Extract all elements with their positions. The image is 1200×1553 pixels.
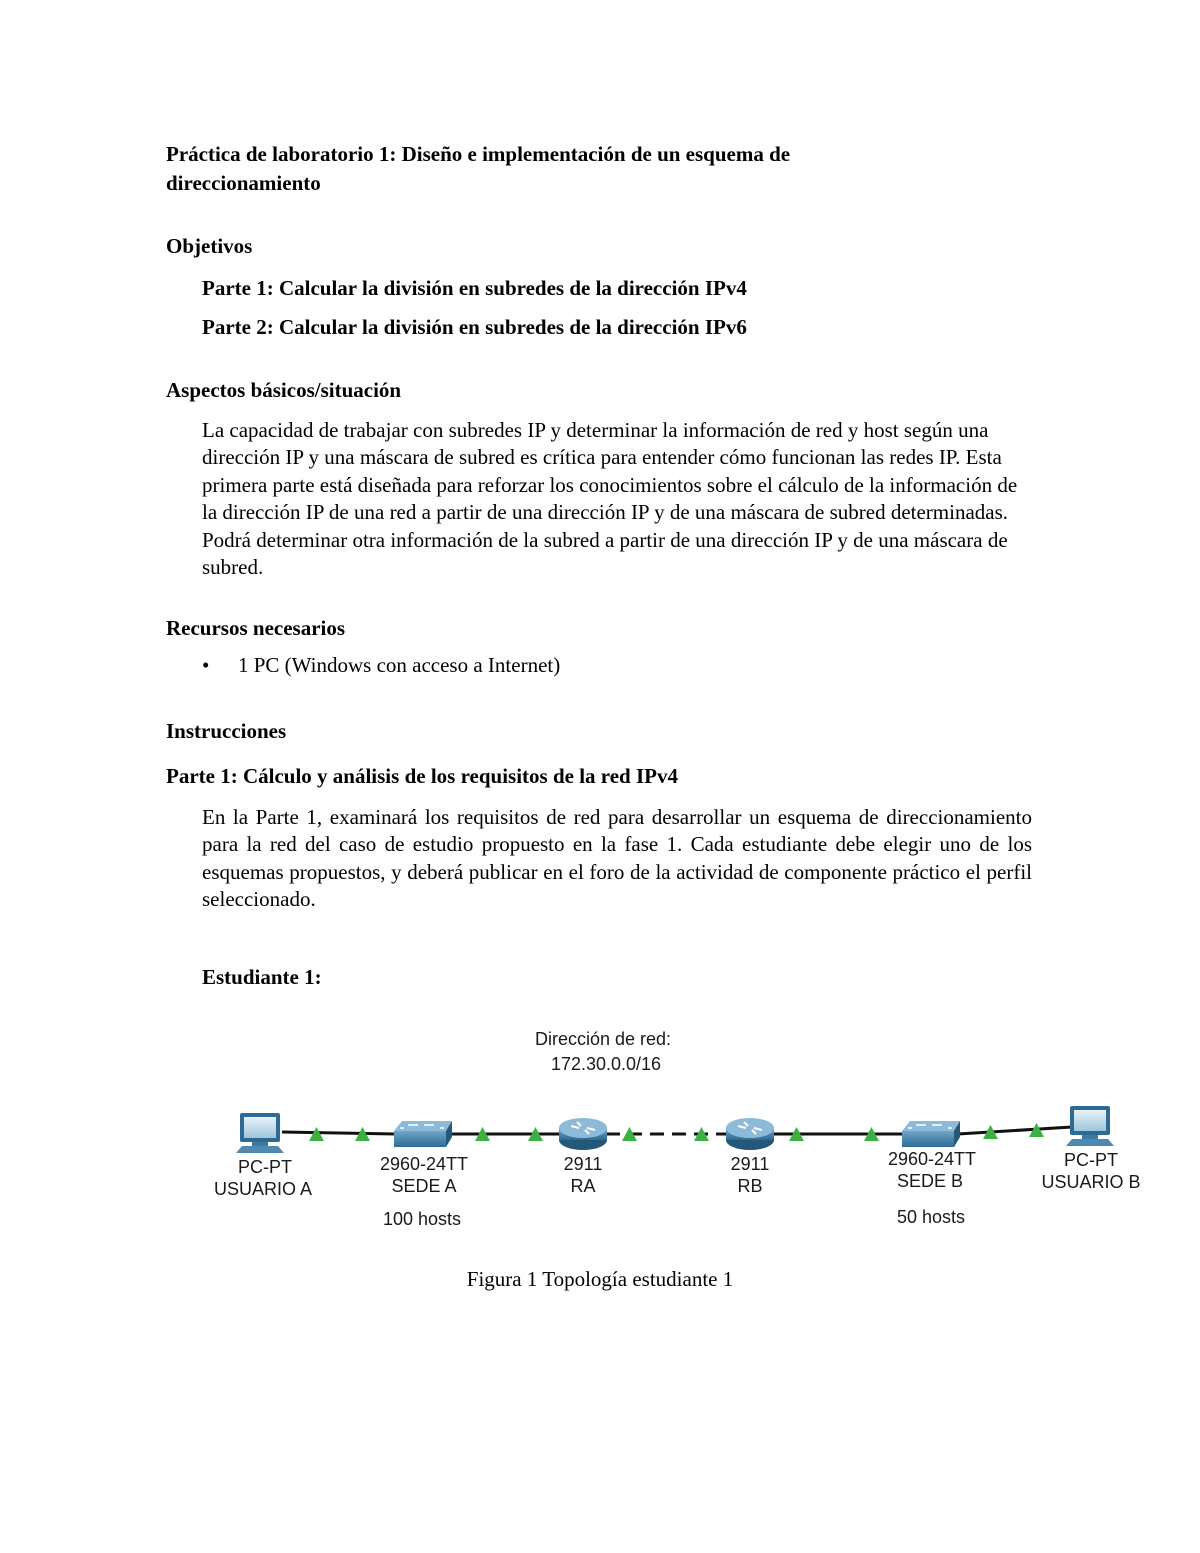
part1-paragraph: En la Parte 1, examinará los requisitos de red para desarrollar un esquema de direccionamiento para la red del caso de estudio propuesto en la fase 1. Cada estudiante debe elegir uno de los esquemas propuestos, y deberá publicar en el foro de la actividad de componente práctico el perfil seleccionado.: [202, 805, 1032, 912]
objective-part-2: Parte 2: Calcular la división en subredes de la dirección IPv6: [202, 315, 747, 339]
switch-icon: [902, 1121, 960, 1147]
device-model-rb: 2911: [730, 1154, 770, 1174]
device-model-pc-b: PC-PT: [1064, 1150, 1118, 1170]
bullet-icon: •: [202, 653, 210, 677]
resources-list-item: [202, 652, 560, 678]
link-pca-switcha: [282, 1132, 396, 1134]
device-name-switch-b: SEDE B: [896, 1171, 964, 1191]
objective-part-1: Parte 1: Calcular la división en subredes de la dirección IPv4: [202, 276, 747, 300]
resource-text: 1 PC (Windows con acceso a Internet): [238, 653, 561, 677]
device-name-rb: RB: [737, 1176, 763, 1196]
document-title: Práctica de laboratorio 1: Diseño e implementación de un esquema de direccionamiento: [166, 142, 791, 195]
figure-caption: Figura 1 Topología estudiante 1: [466, 1267, 734, 1291]
instructions-heading: Instrucciones: [166, 719, 287, 743]
device-model-switch-b: 2960-24TT: [887, 1149, 977, 1169]
device-name-pc-b: USUARIO B: [1041, 1172, 1141, 1192]
router-icon: [726, 1118, 774, 1150]
device-model-ra: 2911: [563, 1154, 603, 1174]
pc-icon: [1066, 1106, 1114, 1146]
device-model-switch-a: 2960-24TT: [379, 1154, 469, 1174]
device-model-pc-a: PC-PT: [238, 1157, 292, 1177]
part1-heading: Parte 1: Cálculo y análisis de los requisitos de la red IPv4: [166, 764, 678, 788]
objectives-heading: Objetivos: [166, 234, 253, 258]
device-name-ra: RA: [570, 1176, 596, 1196]
network-address-value: 172.30.0.0/16: [550, 1054, 662, 1074]
hosts-sede-b: 50 hosts: [896, 1207, 966, 1227]
background-heading: Aspectos básicos/situación: [166, 378, 402, 402]
link-switchb-pcb: [958, 1127, 1072, 1134]
network-address-label: Dirección de red:: [534, 1029, 672, 1049]
pc-icon: [236, 1113, 284, 1153]
device-name-switch-a: SEDE A: [391, 1176, 457, 1196]
student-heading: Estudiante 1:: [202, 965, 322, 989]
router-icon: [559, 1118, 607, 1150]
resources-heading: Recursos necesarios: [166, 616, 346, 640]
network-topology-diagram: [0, 1015, 1200, 1245]
switch-icon: [394, 1121, 452, 1147]
hosts-sede-a: 100 hosts: [382, 1209, 462, 1229]
background-paragraph: La capacidad de trabajar con subredes IP y determinar la información de red y host según una dirección IP y una máscara de subred es crítica para entender cómo funcionan las redes IP. Esta primera parte está diseñada para reforzar los conocimientos sobre el cálculo de la información de la dirección IP de una red a partir de una dirección IP y de una máscara de subred determinadas. Podrá determinar otra información de la subred a partir de una dirección IP y de una máscara de subred.: [202, 418, 1018, 580]
device-name-pc-a: USUARIO A: [213, 1179, 313, 1199]
